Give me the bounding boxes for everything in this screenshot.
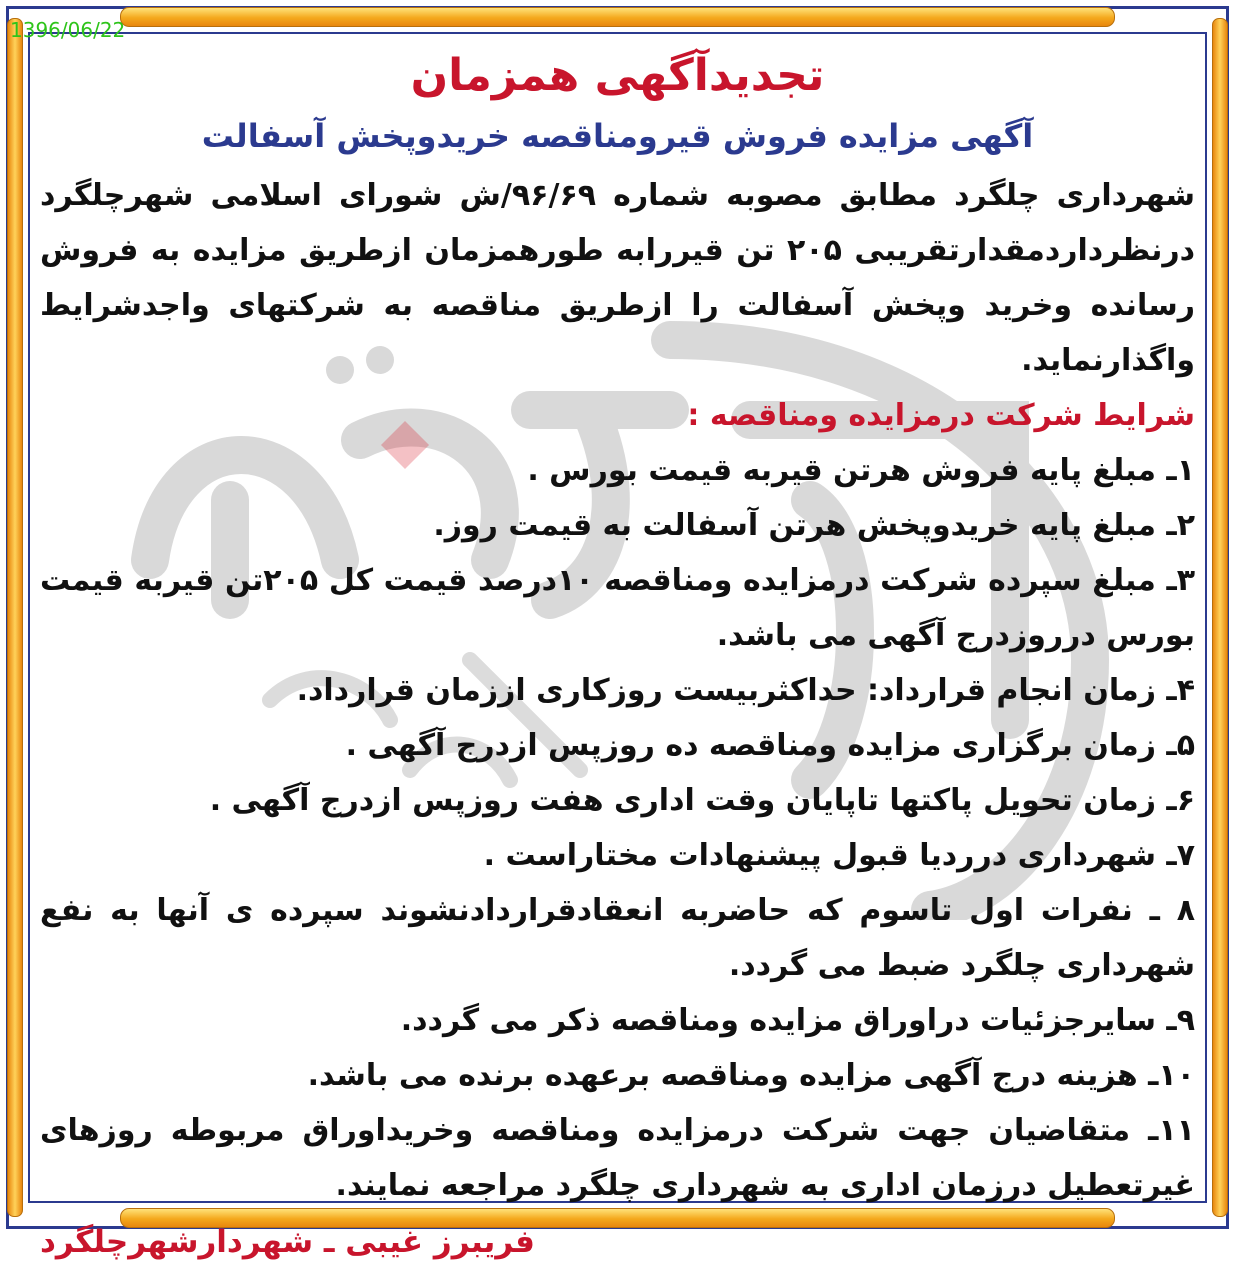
right-decorative-bar	[1212, 18, 1228, 1217]
date-stamp: 1396/06/22	[10, 18, 126, 42]
conditions-list	[40, 443, 1195, 1213]
intro-paragraph: شهرداری چلگرد مطابق مصوبه شماره ۹۶/۶۹/ش شورای اسلامی شهرچلگرد درنظرداردمقدارتقریبی ۲۰۵ تن قیررابه طورهمزمان ازطریق مزایده به فروش رسانده وخرید وپخش آسفالت را ازطریق مناقصه به شرکتهای واجدشرایط واگذارنماید.	[40, 178, 1195, 378]
announcement-content	[40, 44, 1196, 1260]
condition-item: ۴ـ زمان انجام قرارداد: حداکثربیست روزکاری اززمان قرارداد.	[296, 673, 1195, 708]
signature: فریبرز غیبی ـ شهردارشهرچلگرد	[40, 1224, 535, 1260]
condition-item: ۱۰ـ هزینه درج آگهی مزایده ومناقصه برعهده برنده می باشد.	[307, 1058, 1195, 1093]
condition-item: ۷ـ شهرداری درردیا قبول پیشنهادات مختاراست .	[483, 838, 1195, 873]
announcement-subtitle: آگهی مزایده فروش قیرومناقصه خریدوپخش آسفالت	[201, 117, 1034, 155]
announcement-title: تجدیدآگهی همزمان	[410, 50, 825, 101]
condition-item: ۶ـ زمان تحویل پاکتها تاپایان وقت اداری هفت روزپس ازدرج آگهی .	[209, 783, 1195, 818]
condition-item: ۱۱ـ متقاضیان جهت شرکت درمزایده ومناقصه وخریداوراق مربوطه روزهای غیرتعطیل درزمان اداری به شهرداری چلگرد مراجعه نمایند.	[40, 1113, 1195, 1203]
top-decorative-bar	[120, 7, 1115, 27]
condition-item: ۱ـ مبلغ پایه فروش هرتن قیربه قیمت بورس .	[527, 453, 1195, 488]
condition-item: ۹ـ سایرجزئیات دراوراق مزایده ومناقصه ذکر می گردد.	[400, 1003, 1195, 1038]
condition-item: ۸ ـ نفرات اول تاسوم که حاضربه انعقادقراردادنشوند سپرده ی آنها به نفع شهرداری چلگرد ضبط می گردد.	[40, 893, 1195, 983]
conditions-heading: شرایط شرکت درمزایده ومناقصه :	[687, 398, 1195, 433]
condition-item: ۲ـ مبلغ پایه خریدوپخش هرتن آسفالت به قیمت روز.	[433, 508, 1195, 543]
condition-item: ۵ـ زمان برگزاری مزایده ومناقصه ده روزپس ازدرج آگهی .	[345, 728, 1195, 763]
condition-item: ۳ـ مبلغ سپرده شرکت درمزایده ومناقصه ۱۰درصد قیمت کل ۲۰۵تن قیربه قیمت بورس درروزدرج آگهی می باشد.	[40, 563, 1196, 653]
left-decorative-bar	[7, 18, 23, 1217]
